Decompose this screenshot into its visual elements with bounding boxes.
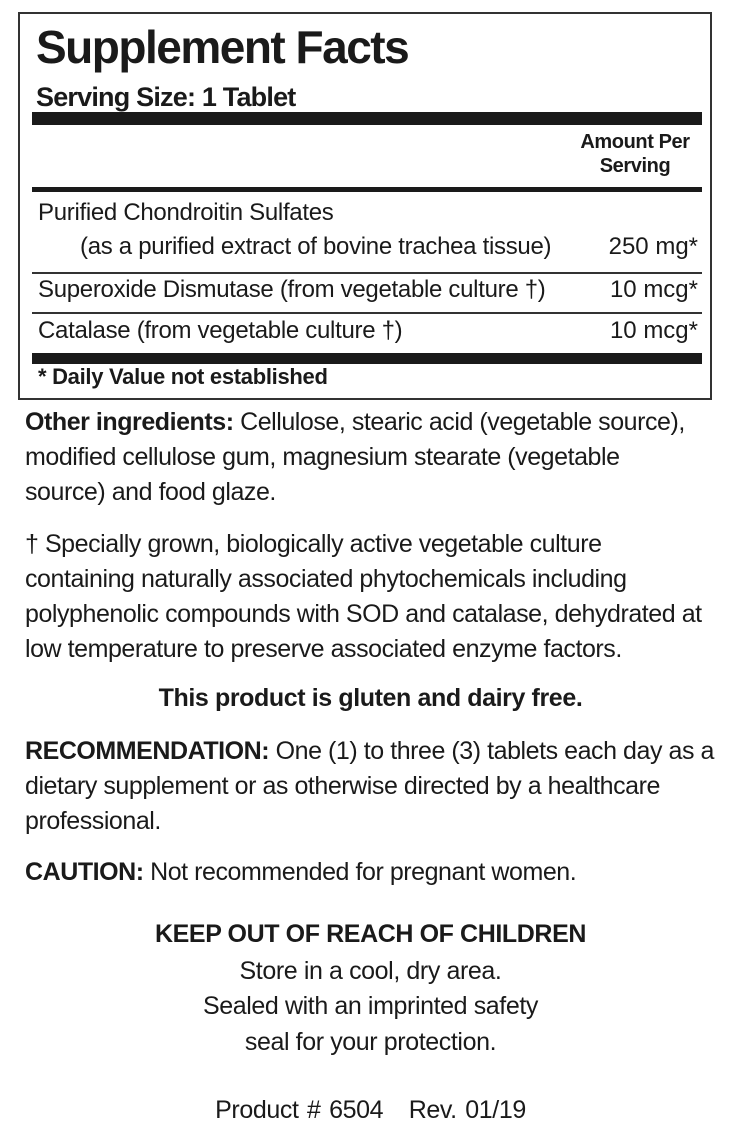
amount-per-serving-header: Amount Per Serving (580, 131, 690, 177)
row-chondroitin-amount: 250 mg* (608, 233, 698, 260)
other-ingredients: Other ingredients: Cellulose, stearic acid (vegetable source), modified cellulose gum, magnesium stearate (vegetable source) and food glaze. (25, 408, 685, 506)
thick-divider (32, 112, 702, 125)
serving-size: Serving Size: 1 Tablet (36, 82, 296, 112)
keep-out-of-reach-heading: KEEP OUT OF REACH OF CHILDREN (154, 920, 586, 948)
recommendation-label: RECOMMENDATION: (25, 737, 270, 765)
row-sod-name: Superoxide Dismutase (from vegetable culture †) (38, 276, 546, 303)
product-number: Product # 6504 (215, 1096, 384, 1124)
other-ingredients-label: Other ingredients: (25, 408, 234, 436)
gluten-dairy-free-statement: This product is gluten and dairy free. (158, 684, 583, 712)
row-catalase-amount: 10 mcg* (609, 317, 698, 344)
thick-divider (32, 353, 702, 364)
supplement-facts-panel (18, 12, 712, 400)
revision: Rev. 01/19 (408, 1096, 526, 1124)
recommendation: RECOMMENDATION: One (1) to three (3) tablets each day as a dietary supplement or as otherwise directed by a healthcare professional. (25, 737, 714, 835)
storage-line-1: Store in a cool, dry area. (239, 957, 502, 985)
row-chondroitin-detail: (as a purified extract of bovine trachea tissue) (80, 233, 552, 260)
product-info (0, 1096, 741, 1125)
caution: CAUTION: Not recommended for pregnant women. (25, 858, 577, 886)
caution-label: CAUTION: (25, 858, 144, 886)
row-catalase-name: Catalase (from vegetable culture †) (38, 317, 403, 344)
dagger-note: † Specially grown, biologically active vegetable culture containing naturally associated phytochemicals including polyphenolic compounds with SOD and catalase, dehydrated at low temperature to preserve associated enzyme factors. (25, 530, 702, 663)
row-chondroitin-name: Purified Chondroitin Sulfates (38, 199, 334, 226)
header-divider (32, 187, 702, 192)
row-sod-amount: 10 mcg* (609, 276, 698, 303)
daily-value-footnote: * Daily Value not established (38, 364, 328, 389)
row-divider (32, 272, 702, 274)
panel-title: Supplement Facts (36, 21, 409, 73)
storage-line-2: Sealed with an imprinted safety (202, 992, 538, 1020)
storage-line-3: seal for your protection. (244, 1028, 497, 1056)
row-divider (32, 312, 702, 314)
